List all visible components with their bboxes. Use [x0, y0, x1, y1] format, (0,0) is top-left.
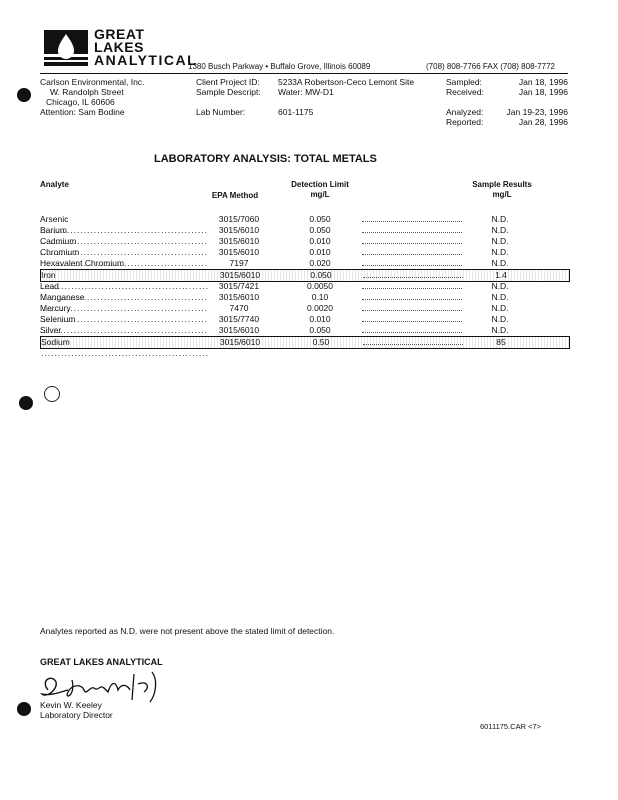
sample-result: N.D. — [491, 303, 509, 313]
table-row — [40, 314, 568, 325]
document-id: 6011175.CAR <7> — [480, 722, 542, 731]
sample-result: N.D. — [491, 325, 509, 335]
sample-result: N.D. — [491, 281, 509, 291]
analyte-name: Selenium ..... — [40, 314, 208, 336]
project-id-value: 5233A Robertson-Ceco Lemont Site — [278, 77, 415, 87]
company-logo — [40, 26, 92, 70]
footnote: Analytes reported as N.D. were not present above the stated limit of detection. — [40, 626, 335, 636]
reported-label: Reported: — [446, 117, 484, 127]
leader-dots — [363, 340, 463, 345]
col-results-title: Sample Results — [472, 180, 532, 189]
epa-method: 7197 — [229, 258, 249, 268]
binder-hole-outline — [44, 386, 60, 402]
sample-result: 85 — [496, 337, 506, 347]
leader-dots — [362, 306, 462, 311]
company-phone-fax: (708) 808-7766 FAX (708) 808-7772 — [426, 62, 555, 71]
table-row — [40, 247, 568, 258]
detection-limit: 0.010 — [309, 247, 331, 257]
analyte-name: Lead ..... — [40, 281, 208, 303]
leader-dots — [362, 228, 462, 233]
detection-limit: 0.010 — [309, 314, 331, 324]
company-name-line: GREAT — [94, 26, 145, 42]
detection-limit: 0.0020 — [307, 303, 333, 313]
epa-method: 3015/6010 — [218, 247, 260, 257]
epa-method: 3015/6010 — [218, 325, 260, 335]
header-rule — [40, 73, 568, 74]
lab-number-value: 601-1175 — [278, 107, 314, 117]
sample-descript-label: Sample Descript: — [196, 87, 261, 97]
leader-dots — [362, 250, 462, 255]
leader-dots — [362, 295, 462, 300]
epa-method: 3015/6010 — [219, 270, 261, 280]
sample-result: N.D. — [491, 247, 509, 257]
sampled-value: Jan 18, 1996 — [518, 77, 568, 87]
detection-limit: 0.050 — [309, 214, 331, 224]
leader-dots — [362, 217, 462, 222]
analyte-name: Iron ..... — [41, 270, 209, 292]
sample-result: N.D. — [491, 292, 509, 302]
col-method: EPA Method — [211, 191, 259, 200]
analyte-name: Mercury ..... — [40, 303, 208, 325]
sampled-label: Sampled: — [446, 77, 482, 87]
company-name-line: LAKES — [94, 39, 144, 55]
epa-method: 3015/6010 — [218, 292, 260, 302]
analyte-name: Silver ..... — [40, 325, 208, 347]
received-label: Received: — [446, 87, 484, 97]
leader-dots — [362, 261, 462, 266]
table-row-highlighted — [40, 336, 570, 349]
leader-dots — [363, 273, 463, 278]
client-city: Chicago, IL 60606 — [46, 97, 115, 107]
col-results-unit: mg/L — [492, 190, 512, 199]
table-row — [40, 325, 568, 336]
sample-result: N.D. — [491, 258, 509, 268]
table-row — [40, 292, 568, 303]
binder-hole-mark — [17, 702, 31, 716]
table-row — [40, 303, 568, 314]
date-values — [494, 77, 568, 127]
analyte-name: Manganese ..... — [40, 292, 208, 314]
analyte-name: Cadmium ..... — [40, 236, 208, 258]
client-name: Carlson Environmental, Inc. — [40, 77, 145, 87]
detection-limit: 0.020 — [309, 258, 331, 268]
sample-result: 1.4 — [495, 270, 507, 280]
epa-method: 3015/6010 — [219, 337, 261, 347]
analyte-name: Hexavalent Chromium ..... — [40, 258, 208, 280]
sample-result: N.D. — [491, 314, 509, 324]
detection-limit: 0.050 — [310, 270, 332, 280]
analyte-name: Sodium ..... — [41, 337, 209, 359]
detection-limit: 0.050 — [309, 225, 331, 235]
epa-method: 3015/7060 — [218, 214, 260, 224]
company-name-line: ANALYTICAL — [94, 52, 198, 68]
logo-mark-icon — [40, 26, 92, 70]
col-sample-results — [458, 180, 546, 200]
detection-limit: 0.010 — [309, 236, 331, 246]
binder-hole-mark — [17, 88, 31, 102]
reported-value: Jan 28, 1996 — [518, 117, 568, 127]
table-row — [40, 225, 568, 236]
signer-role: Laboratory Director — [40, 710, 113, 720]
col-detection-unit: mg/L — [310, 190, 330, 199]
detection-limit: 0.50 — [312, 337, 330, 347]
binder-hole-mark — [19, 396, 33, 410]
project-values — [278, 77, 414, 117]
project-id-label: Client Project ID: — [196, 77, 260, 87]
signer-name: Kevin W. Keeley — [40, 700, 102, 710]
analyte-name: Barium ..... — [40, 225, 208, 247]
analyzed-value: Jan 19-23, 1996 — [506, 107, 568, 117]
signature-scribble-icon — [38, 670, 178, 704]
project-labels — [196, 77, 261, 117]
col-analyte: Analyte — [40, 180, 69, 189]
detection-limit: 0.050 — [309, 325, 331, 335]
sample-result: N.D. — [491, 214, 509, 224]
epa-method: 3015/6010 — [218, 225, 260, 235]
analyzed-label: Analyzed: — [446, 107, 484, 117]
leader-dots — [362, 284, 462, 289]
sample-descript-value: Water: MW-D1 — [278, 87, 334, 97]
col-detection-title: Detection Limit — [291, 180, 349, 189]
analyte-name: Chromium ..... — [40, 247, 208, 269]
sample-result: N.D. — [491, 236, 509, 246]
client-street: W. Randolph Street — [50, 87, 124, 97]
leader-dots — [362, 317, 462, 322]
sample-result: N.D. — [491, 225, 509, 235]
detection-limit: 0.0050 — [307, 281, 333, 291]
date-labels — [446, 77, 484, 127]
client-attention: Attention: Sam Bodine — [40, 107, 125, 117]
received-value: Jan 18, 1996 — [518, 87, 568, 97]
lab-number-label: Lab Number: — [196, 107, 246, 117]
col-detection-limit — [276, 180, 364, 200]
company-name — [94, 28, 197, 67]
leader-dots — [362, 239, 462, 244]
report-title: LABORATORY ANALYSIS: TOTAL METALS — [154, 153, 377, 165]
client-block — [40, 77, 144, 117]
company-address: 1380 Busch Parkway • Buffalo Grove, Illinois 60089 — [188, 62, 371, 71]
leader-dots — [362, 328, 462, 333]
epa-method: 3015/7740 — [218, 314, 260, 324]
signature-company: GREAT LAKES ANALYTICAL — [40, 657, 163, 667]
detection-limit: 0.10 — [311, 292, 329, 302]
epa-method: 3015/6010 — [218, 236, 260, 246]
table-row — [40, 258, 568, 269]
table-row — [40, 236, 568, 247]
epa-method: 7470 — [229, 303, 249, 313]
analyte-name: Arsenic ..... — [40, 214, 208, 236]
table-row — [40, 281, 568, 292]
epa-method: 3015/7421 — [218, 281, 260, 291]
table-row — [40, 214, 568, 225]
